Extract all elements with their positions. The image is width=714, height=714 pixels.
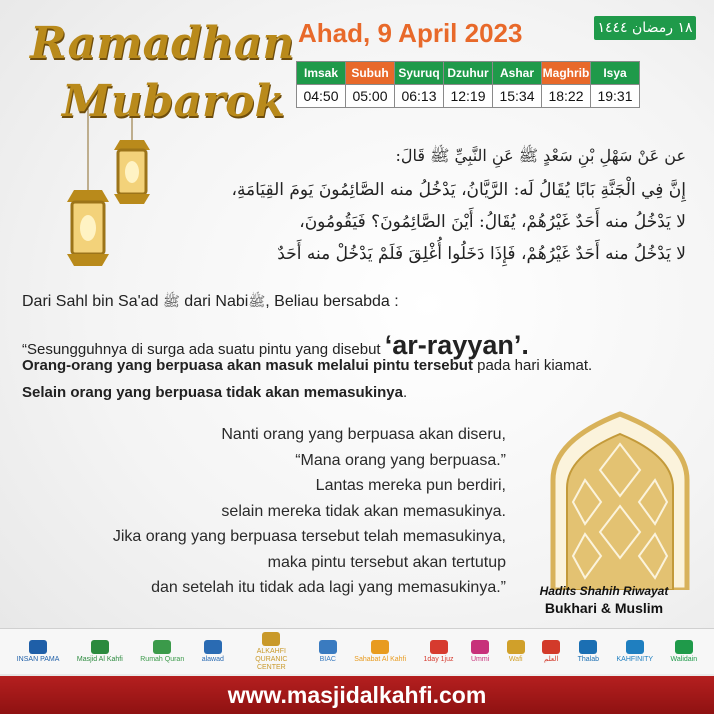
poem-line: maka pintu tersebut akan tertutup [267,553,506,571]
prayer-time-isya: 19:31 [591,85,640,108]
poem-line: Nanti orang yang berpuasa akan diseru, [221,426,506,443]
intro-prophet: dari Nabi [184,293,249,310]
honorific-icon: ﷺ [248,294,266,310]
prayer-name-subuh: Subuh [346,62,395,85]
translation-text: . [402,384,408,401]
sponsor-name: 1day 1juz [423,655,454,663]
sponsor-name: alawad [201,655,224,663]
wafi-logo [507,640,525,664]
mosque-logo [77,640,123,664]
lantern-left-icon [67,190,109,266]
source-narrators: Bukhari & Muslim [544,600,664,616]
prayer-time-maghrib: 18:22 [542,85,591,108]
sponsor-name: Rumah Quran [140,655,185,663]
lantern-right-icon [114,140,150,204]
sponsor-name: Masjid Al Kahfi [76,655,123,663]
sponsor-name: Sahabat Al Kahfi [354,655,407,663]
thalab-logo [578,640,599,664]
kahfinity-icon [626,640,644,654]
poem-line: selain mereka tidak akan memasukinya. [221,502,506,520]
arabic-line-4: لا يَدْخُلُ منه أَحَدٌ غَيْرُهُمْ، فَإِذَا دَخَلُوا أُغْلِقَ فَلَمْ يَدْخُلْ منه أَحَدٌ [277,244,686,264]
ummi-logo [471,640,489,664]
prayer-name-maghrib: Maghrib [542,62,591,85]
sahabat-icon [371,640,389,654]
sahabat-logo [354,640,406,664]
sponsor-name: INSAN PAMA [16,655,60,663]
translation-intro [22,293,399,313]
prayer-time-imsak: 04:50 [297,85,346,108]
poem-line: dan setelah itu tidak ada lagi yang memasukinya.” [151,579,506,596]
gregorian-date: Ahad, 9 April 2023 [298,18,523,48]
thalab-icon [579,640,597,654]
title-mubarok: Mubarok [62,76,285,127]
insan-pama-logo [17,640,60,664]
translation-text: pada hari kiamat. [477,357,593,374]
translation-bold: Selain orang yang berpuasa tidak akan memasukinya [22,384,403,401]
translation-line-3 [22,357,592,374]
hadith-continuation [113,422,506,601]
prayer-name-dzuhur: Dzuhur [444,62,493,85]
biac-icon [319,640,337,654]
hijri-date-badge: ١٨ رمضان ١٤٤٤ [594,16,696,40]
ilmu-logo [542,640,560,664]
source-label: Hadits Shahih Riwayat [539,584,669,598]
poem-line: Jika orang yang berpuasa tersebut telah memasukinya, [112,528,506,545]
ilmu-icon [542,640,560,654]
translation-text: “Sesungguhnya di surga ada suatu pintu yang disebut [22,341,381,358]
prayer-schedule-table [296,61,640,108]
translation-bold: Orang-orang yang berpuasa akan masuk melalui pintu tersebut [22,357,473,374]
sponsor-name: KAHFINITY [616,655,654,663]
ar-rayyan-highlight: ‘ar-rayyan’. [384,330,529,360]
alawad-logo [202,640,224,664]
one-day-one-juz-logo [424,640,454,664]
poem-line: Lantas mereka pun berdiri, [315,477,506,494]
sponsor-logos-bar [0,628,714,674]
lanterns-illustration [40,100,180,300]
sponsor-name: ALKAHFI QURANIC CENTER [255,647,288,671]
book-logo [241,632,301,672]
wafi-icon [507,640,525,654]
intro-narrator: Dari Sahl bin Sa'ad [22,293,159,310]
prayer-name-ashar: Ashar [493,62,542,85]
website-footer[interactable]: www.masjidalkahfi.com [0,676,714,714]
arabic-line-2: إِنَّ فِي الْجَنَّةِ بَابًا يُقَالُ لَه: الرَّيَّانُ، يَدْخُلُ منه الصَّائِمُونَ يَومَ القِيَامَةِ، [231,180,686,200]
arabic-line-1: عن عَنْ سَهْلِ بْنِ سَعْدٍ ﷺ عَنِ النَّبِيِّ ﷺ قَالَ: [395,146,686,165]
sponsor-name: Wafi [508,655,523,663]
sponsor-name: Thalab [577,655,600,663]
translation-line-4 [22,384,407,401]
prayer-time-syuruq: 06:13 [395,85,444,108]
sponsor-name: BIAC [319,655,336,663]
book-icon [262,632,280,646]
prayer-time-subuh: 05:00 [346,85,395,108]
poem-line: “Mana orang yang berpuasa.” [295,451,506,469]
biac-logo [319,640,337,664]
ummi-icon [471,640,489,654]
walidain-logo [671,640,698,664]
title-ramadhan: Ramadhan [30,18,295,69]
quran-icon [153,640,171,654]
kahfinity-logo [617,640,654,664]
arabic-line-3: لا يَدْخُلُ منه أَحَدٌ غَيْرُهُمْ، يُقَالُ: أَيْنَ الصَّائِمُونَ؟ فَيَقُومُونَ، [299,212,686,232]
walidain-icon [675,640,693,654]
sponsor-name: Ummi [470,655,490,663]
door-illustration [545,410,695,590]
mosque-icon [91,640,109,654]
intro-said: , Beliau bersabda : [265,293,399,310]
quran-logo [140,640,184,664]
sponsor-name: Walidain [670,655,698,663]
honorific-icon: ﷺ [162,294,180,310]
sponsor-name: العلم [543,655,559,663]
prayer-name-syuruq: Syuruq [395,62,444,85]
one-day-one-juz-icon [430,640,448,654]
prayer-name-isya: Isya [591,62,640,85]
prayer-time-dzuhur: 12:19 [444,85,493,108]
alawad-icon [204,640,222,654]
prayer-time-ashar: 15:34 [493,85,542,108]
insan-pama-icon [29,640,47,654]
prayer-name-imsak: Imsak [297,62,346,85]
